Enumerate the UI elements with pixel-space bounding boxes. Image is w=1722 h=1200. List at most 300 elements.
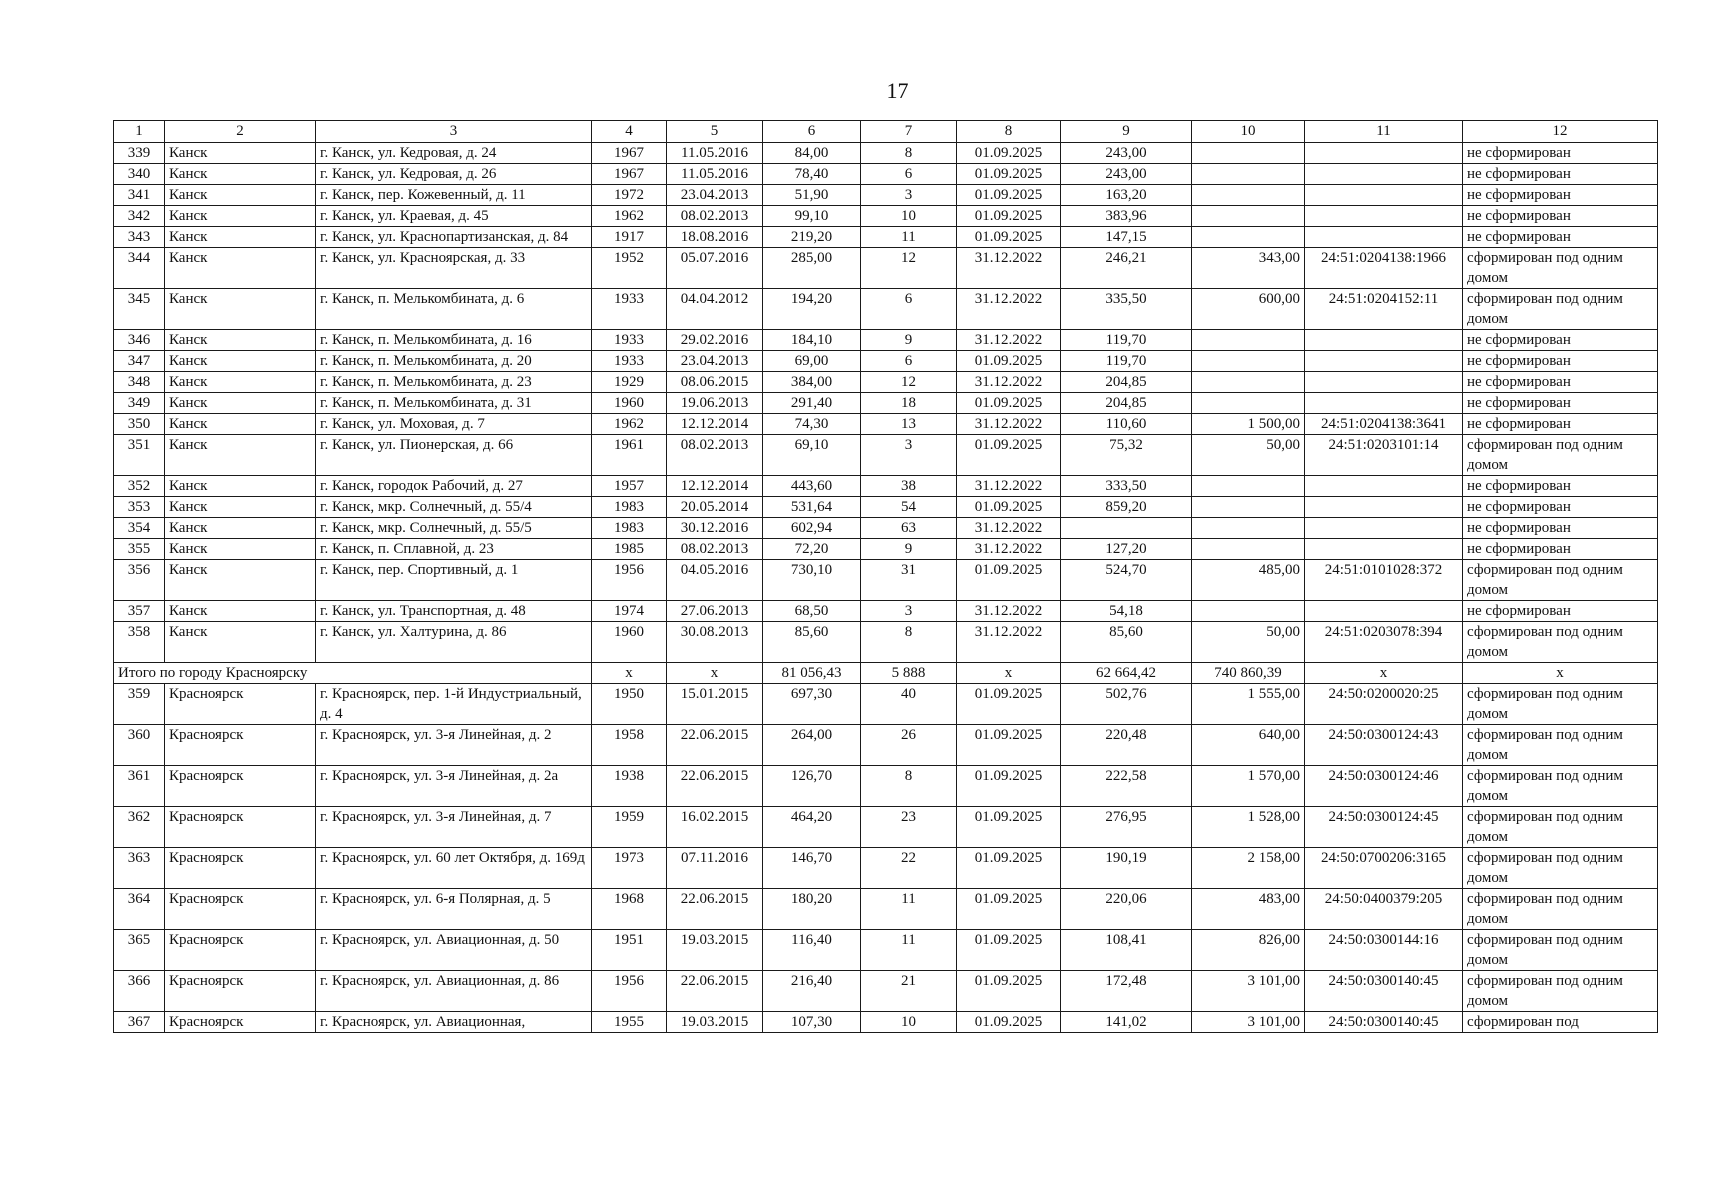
date-cell: 23.04.2013 (667, 185, 763, 206)
row-number: 341 (114, 185, 165, 206)
cadastral-number-cell: 24:51:0101028:372 (1305, 560, 1463, 601)
date-cell: 20.05.2014 (667, 497, 763, 518)
row-number: 361 (114, 766, 165, 807)
col10-cell (1192, 393, 1305, 414)
year-cell: 1955 (592, 1012, 667, 1033)
due-date-cell: 01.09.2025 (957, 227, 1061, 248)
city-cell: Канск (165, 476, 316, 497)
col10-cell (1192, 476, 1305, 497)
count-cell: 40 (861, 684, 957, 725)
status-cell: сформирован под одним домом (1463, 248, 1658, 289)
address-cell: г. Канск, ул. Транспортная, д. 48 (316, 601, 592, 622)
col10-cell: 3 101,00 (1192, 971, 1305, 1012)
count-cell: 8 (861, 143, 957, 164)
col10-cell: 1 555,00 (1192, 684, 1305, 725)
row-number: 367 (114, 1012, 165, 1033)
year-cell: 1983 (592, 497, 667, 518)
year-cell: 1957 (592, 476, 667, 497)
date-cell: 04.05.2016 (667, 560, 763, 601)
year-cell: 1960 (592, 393, 667, 414)
table-row (114, 497, 1658, 518)
table-row (114, 930, 1658, 971)
table-row (114, 725, 1658, 766)
due-date-cell: 31.12.2022 (957, 476, 1061, 497)
status-cell: сформирован под одним домом (1463, 289, 1658, 330)
row-number: 355 (114, 539, 165, 560)
cadastral-number-cell: 24:51:0204152:11 (1305, 289, 1463, 330)
col10-cell (1192, 227, 1305, 248)
col9-cell: 243,00 (1061, 164, 1192, 185)
year-cell: 1974 (592, 601, 667, 622)
row-number: 363 (114, 848, 165, 889)
total-count: 5 888 (861, 663, 957, 684)
col9-cell: 141,02 (1061, 1012, 1192, 1033)
col9-cell: 108,41 (1061, 930, 1192, 971)
address-cell: г. Канск, п. Сплавной, д. 23 (316, 539, 592, 560)
col9-cell: 502,76 (1061, 684, 1192, 725)
col10-cell: 485,00 (1192, 560, 1305, 601)
row-number: 362 (114, 807, 165, 848)
count-cell: 10 (861, 206, 957, 227)
year-cell: 1985 (592, 539, 667, 560)
city-cell: Красноярск (165, 971, 316, 1012)
area-cell: 180,20 (763, 889, 861, 930)
area-cell: 69,00 (763, 351, 861, 372)
city-cell: Красноярск (165, 766, 316, 807)
city-cell: Красноярск (165, 684, 316, 725)
area-cell: 285,00 (763, 248, 861, 289)
city-cell: Красноярск (165, 1012, 316, 1033)
area-cell: 126,70 (763, 766, 861, 807)
column-header-9: 9 (1061, 121, 1192, 143)
cadastral-number-cell: 24:50:0300124:46 (1305, 766, 1463, 807)
count-cell: 18 (861, 393, 957, 414)
date-cell: 19.03.2015 (667, 930, 763, 971)
year-cell: 1973 (592, 848, 667, 889)
due-date-cell: 01.09.2025 (957, 766, 1061, 807)
city-cell: Канск (165, 414, 316, 435)
table-body-kansk (114, 143, 1658, 663)
table-row (114, 684, 1658, 725)
address-cell: г. Канск, мкр. Солнечный, д. 55/5 (316, 518, 592, 539)
col9-cell: 335,50 (1061, 289, 1192, 330)
col10-cell (1192, 164, 1305, 185)
area-cell: 384,00 (763, 372, 861, 393)
city-cell: Красноярск (165, 725, 316, 766)
address-cell: г. Красноярск, ул. Авиационная, д. 86 (316, 971, 592, 1012)
total-row (114, 663, 1658, 684)
address-cell: г. Канск, ул. Пионерская, д. 66 (316, 435, 592, 476)
count-cell: 13 (861, 414, 957, 435)
table-row (114, 971, 1658, 1012)
date-cell: 16.02.2015 (667, 807, 763, 848)
area-cell: 69,10 (763, 435, 861, 476)
address-cell: г. Красноярск, пер. 1-й Индустриальный, д. 4 (316, 684, 592, 725)
table-row (114, 518, 1658, 539)
status-cell: не сформирован (1463, 227, 1658, 248)
status-cell: сформирован под одним домом (1463, 766, 1658, 807)
date-cell: 22.06.2015 (667, 971, 763, 1012)
city-cell: Канск (165, 248, 316, 289)
status-cell: сформирован под одним домом (1463, 622, 1658, 663)
status-cell: сформирован под одним домом (1463, 807, 1658, 848)
year-cell: 1917 (592, 227, 667, 248)
status-cell: не сформирован (1463, 185, 1658, 206)
col9-cell: 85,60 (1061, 622, 1192, 663)
cadastral-number-cell: 24:50:0700206:3165 (1305, 848, 1463, 889)
column-number-header (114, 121, 1658, 143)
status-cell: сформирован под одним домом (1463, 725, 1658, 766)
year-cell: 1933 (592, 289, 667, 330)
address-cell: г. Канск, пер. Кожевенный, д. 11 (316, 185, 592, 206)
address-cell: г. Канск, п. Мелькомбината, д. 16 (316, 330, 592, 351)
area-cell: 146,70 (763, 848, 861, 889)
status-cell: сформирован под одним домом (1463, 848, 1658, 889)
table-row (114, 227, 1658, 248)
cadastral-number-cell (1305, 518, 1463, 539)
year-cell: 1983 (592, 518, 667, 539)
address-cell: г. Красноярск, ул. 60 лет Октября, д. 169д (316, 848, 592, 889)
due-date-cell: 01.09.2025 (957, 164, 1061, 185)
total-due: x (957, 663, 1061, 684)
col9-cell: 243,00 (1061, 143, 1192, 164)
cadastral-number-cell (1305, 330, 1463, 351)
table-row (114, 330, 1658, 351)
address-cell: г. Красноярск, ул. 3-я Линейная, д. 7 (316, 807, 592, 848)
column-header-5: 5 (667, 121, 763, 143)
area-cell: 291,40 (763, 393, 861, 414)
date-cell: 11.05.2016 (667, 164, 763, 185)
cadastral-number-cell: 24:50:0400379:205 (1305, 889, 1463, 930)
date-cell: 29.02.2016 (667, 330, 763, 351)
cadastral-number-cell: 24:51:0204138:3641 (1305, 414, 1463, 435)
status-cell: не сформирован (1463, 518, 1658, 539)
address-cell: г. Канск, ул. Кедровая, д. 26 (316, 164, 592, 185)
count-cell: 26 (861, 725, 957, 766)
due-date-cell: 31.12.2022 (957, 372, 1061, 393)
column-header-1: 1 (114, 121, 165, 143)
status-cell: сформирован под одним домом (1463, 684, 1658, 725)
count-cell: 6 (861, 289, 957, 330)
status-cell: сформирован под (1463, 1012, 1658, 1033)
status-cell: не сформирован (1463, 476, 1658, 497)
date-cell: 08.02.2013 (667, 206, 763, 227)
col10-cell (1192, 497, 1305, 518)
table-row (114, 1012, 1658, 1033)
total-col10: 740 860,39 (1192, 663, 1305, 684)
due-date-cell: 31.12.2022 (957, 518, 1061, 539)
date-cell: 11.05.2016 (667, 143, 763, 164)
count-cell: 11 (861, 227, 957, 248)
due-date-cell: 31.12.2022 (957, 414, 1061, 435)
due-date-cell: 31.12.2022 (957, 289, 1061, 330)
address-cell: г. Красноярск, ул. Авиационная, (316, 1012, 592, 1033)
address-cell: г. Красноярск, ул. 3-я Линейная, д. 2а (316, 766, 592, 807)
col10-cell (1192, 143, 1305, 164)
due-date-cell: 01.09.2025 (957, 497, 1061, 518)
table-row (114, 848, 1658, 889)
col9-cell: 524,70 (1061, 560, 1192, 601)
column-header-2: 2 (165, 121, 316, 143)
address-cell: г. Канск, городок Рабочий, д. 27 (316, 476, 592, 497)
city-cell: Канск (165, 289, 316, 330)
count-cell: 11 (861, 930, 957, 971)
date-cell: 30.08.2013 (667, 622, 763, 663)
address-cell: г. Красноярск, ул. Авиационная, д. 50 (316, 930, 592, 971)
status-cell: сформирован под одним домом (1463, 435, 1658, 476)
row-number: 360 (114, 725, 165, 766)
col9-cell: 163,20 (1061, 185, 1192, 206)
col10-cell (1192, 330, 1305, 351)
city-cell: Канск (165, 622, 316, 663)
count-cell: 6 (861, 351, 957, 372)
col9-cell: 110,60 (1061, 414, 1192, 435)
count-cell: 23 (861, 807, 957, 848)
column-header-6: 6 (763, 121, 861, 143)
area-cell: 107,30 (763, 1012, 861, 1033)
table-row (114, 393, 1658, 414)
due-date-cell: 01.09.2025 (957, 889, 1061, 930)
column-header-8: 8 (957, 121, 1061, 143)
year-cell: 1952 (592, 248, 667, 289)
date-cell: 27.06.2013 (667, 601, 763, 622)
count-cell: 8 (861, 622, 957, 663)
area-cell: 697,30 (763, 684, 861, 725)
due-date-cell: 01.09.2025 (957, 351, 1061, 372)
row-number: 357 (114, 601, 165, 622)
area-cell: 116,40 (763, 930, 861, 971)
table-row (114, 143, 1658, 164)
year-cell: 1960 (592, 622, 667, 663)
col10-cell (1192, 539, 1305, 560)
status-cell: не сформирован (1463, 414, 1658, 435)
count-cell: 12 (861, 248, 957, 289)
column-header-11: 11 (1305, 121, 1463, 143)
address-cell: г. Канск, ул. Кедровая, д. 24 (316, 143, 592, 164)
address-cell: г. Канск, ул. Краевая, д. 45 (316, 206, 592, 227)
count-cell: 21 (861, 971, 957, 1012)
table-row (114, 435, 1658, 476)
row-number: 344 (114, 248, 165, 289)
address-cell: г. Канск, ул. Моховая, д. 7 (316, 414, 592, 435)
status-cell: не сформирован (1463, 206, 1658, 227)
area-cell: 730,10 (763, 560, 861, 601)
total-year: x (592, 663, 667, 684)
year-cell: 1959 (592, 807, 667, 848)
area-cell: 84,00 (763, 143, 861, 164)
column-header-10: 10 (1192, 121, 1305, 143)
date-cell: 07.11.2016 (667, 848, 763, 889)
col10-cell: 600,00 (1192, 289, 1305, 330)
date-cell: 22.06.2015 (667, 766, 763, 807)
row-number: 349 (114, 393, 165, 414)
due-date-cell: 31.12.2022 (957, 601, 1061, 622)
table-body-total (114, 663, 1658, 684)
col10-cell: 3 101,00 (1192, 1012, 1305, 1033)
status-cell: не сформирован (1463, 143, 1658, 164)
col9-cell: 204,85 (1061, 393, 1192, 414)
count-cell: 8 (861, 766, 957, 807)
table-row (114, 601, 1658, 622)
col9-cell: 220,48 (1061, 725, 1192, 766)
col9-cell: 859,20 (1061, 497, 1192, 518)
table-row (114, 372, 1658, 393)
col10-cell (1192, 601, 1305, 622)
table-row (114, 766, 1658, 807)
col9-cell: 147,15 (1061, 227, 1192, 248)
cadastral-number-cell: 24:50:0300124:45 (1305, 807, 1463, 848)
address-cell: г. Канск, ул. Красноярская, д. 33 (316, 248, 592, 289)
date-cell: 12.12.2014 (667, 414, 763, 435)
row-number: 358 (114, 622, 165, 663)
row-number: 356 (114, 560, 165, 601)
date-cell: 08.02.2013 (667, 435, 763, 476)
row-number: 348 (114, 372, 165, 393)
table-row (114, 248, 1658, 289)
col10-cell (1192, 372, 1305, 393)
area-cell: 72,20 (763, 539, 861, 560)
table-row (114, 206, 1658, 227)
date-cell: 23.04.2013 (667, 351, 763, 372)
year-cell: 1968 (592, 889, 667, 930)
table-row (114, 539, 1658, 560)
city-cell: Канск (165, 601, 316, 622)
table-row (114, 889, 1658, 930)
column-header-3: 3 (316, 121, 592, 143)
cadastral-number-cell (1305, 185, 1463, 206)
date-cell: 22.06.2015 (667, 725, 763, 766)
table-body-krasnoyarsk (114, 684, 1658, 1033)
city-cell: Канск (165, 497, 316, 518)
year-cell: 1933 (592, 351, 667, 372)
city-cell: Канск (165, 372, 316, 393)
status-cell: сформирован под одним домом (1463, 930, 1658, 971)
cadastral-number-cell (1305, 539, 1463, 560)
area-cell: 51,90 (763, 185, 861, 206)
city-cell: Красноярск (165, 807, 316, 848)
area-cell: 85,60 (763, 622, 861, 663)
due-date-cell: 01.09.2025 (957, 807, 1061, 848)
table-row (114, 476, 1658, 497)
area-cell: 184,10 (763, 330, 861, 351)
total-label: Итого по городу Красноярску (114, 663, 592, 684)
total-date: x (667, 663, 763, 684)
city-cell: Канск (165, 518, 316, 539)
row-number: 352 (114, 476, 165, 497)
col10-cell (1192, 351, 1305, 372)
date-cell: 12.12.2014 (667, 476, 763, 497)
date-cell: 08.06.2015 (667, 372, 763, 393)
table-row (114, 289, 1658, 330)
status-cell: сформирован под одним домом (1463, 889, 1658, 930)
cadastral-number-cell (1305, 497, 1463, 518)
address-cell: г. Канск, ул. Халтурина, д. 86 (316, 622, 592, 663)
area-cell: 602,94 (763, 518, 861, 539)
date-cell: 19.03.2015 (667, 1012, 763, 1033)
cadastral-number-cell: 24:51:0203101:14 (1305, 435, 1463, 476)
date-cell: 19.06.2013 (667, 393, 763, 414)
total-cadastral: x (1305, 663, 1463, 684)
cadastral-number-cell (1305, 143, 1463, 164)
row-number: 343 (114, 227, 165, 248)
col9-cell: 222,58 (1061, 766, 1192, 807)
col10-cell: 343,00 (1192, 248, 1305, 289)
address-cell: г. Канск, ул. Краснопартизанская, д. 84 (316, 227, 592, 248)
cadastral-number-cell: 24:50:0300140:45 (1305, 971, 1463, 1012)
row-number: 346 (114, 330, 165, 351)
due-date-cell: 01.09.2025 (957, 725, 1061, 766)
due-date-cell: 31.12.2022 (957, 622, 1061, 663)
col9-cell: 220,06 (1061, 889, 1192, 930)
due-date-cell: 01.09.2025 (957, 435, 1061, 476)
count-cell: 3 (861, 601, 957, 622)
col10-cell: 483,00 (1192, 889, 1305, 930)
col10-cell: 826,00 (1192, 930, 1305, 971)
cadastral-number-cell: 24:50:0300140:45 (1305, 1012, 1463, 1033)
col10-cell: 1 500,00 (1192, 414, 1305, 435)
area-cell: 68,50 (763, 601, 861, 622)
page-number: 17 (886, 78, 909, 103)
year-cell: 1938 (592, 766, 667, 807)
city-cell: Канск (165, 330, 316, 351)
due-date-cell: 31.12.2022 (957, 539, 1061, 560)
address-cell: г. Канск, п. Мелькомбината, д. 6 (316, 289, 592, 330)
row-number: 354 (114, 518, 165, 539)
col9-cell: 127,20 (1061, 539, 1192, 560)
col10-cell: 50,00 (1192, 435, 1305, 476)
col10-cell: 1 528,00 (1192, 807, 1305, 848)
cadastral-number-cell (1305, 393, 1463, 414)
row-number: 353 (114, 497, 165, 518)
cadastral-number-cell: 24:51:0203078:394 (1305, 622, 1463, 663)
col9-cell (1061, 518, 1192, 539)
cadastral-number-cell (1305, 476, 1463, 497)
city-cell: Канск (165, 351, 316, 372)
year-cell: 1950 (592, 684, 667, 725)
address-cell: г. Канск, п. Мелькомбината, д. 31 (316, 393, 592, 414)
year-cell: 1962 (592, 206, 667, 227)
row-number: 366 (114, 971, 165, 1012)
cadastral-number-cell: 24:50:0200020:25 (1305, 684, 1463, 725)
table-row (114, 164, 1658, 185)
status-cell: не сформирован (1463, 601, 1658, 622)
address-cell: г. Красноярск, ул. 3-я Линейная, д. 2 (316, 725, 592, 766)
row-number: 359 (114, 684, 165, 725)
city-cell: Канск (165, 227, 316, 248)
count-cell: 3 (861, 185, 957, 206)
col9-cell: 75,32 (1061, 435, 1192, 476)
table-row (114, 185, 1658, 206)
col10-cell: 1 570,00 (1192, 766, 1305, 807)
count-cell: 9 (861, 330, 957, 351)
due-date-cell: 01.09.2025 (957, 684, 1061, 725)
col9-cell: 190,19 (1061, 848, 1192, 889)
due-date-cell: 01.09.2025 (957, 393, 1061, 414)
column-header-12: 12 (1463, 121, 1658, 143)
area-cell: 99,10 (763, 206, 861, 227)
cadastral-number-cell (1305, 372, 1463, 393)
city-cell: Канск (165, 393, 316, 414)
year-cell: 1929 (592, 372, 667, 393)
status-cell: не сформирован (1463, 330, 1658, 351)
count-cell: 63 (861, 518, 957, 539)
year-cell: 1951 (592, 930, 667, 971)
col9-cell: 119,70 (1061, 330, 1192, 351)
total-status: x (1463, 663, 1658, 684)
cadastral-number-cell: 24:51:0204138:1966 (1305, 248, 1463, 289)
total-area: 81 056,43 (763, 663, 861, 684)
row-number: 364 (114, 889, 165, 930)
